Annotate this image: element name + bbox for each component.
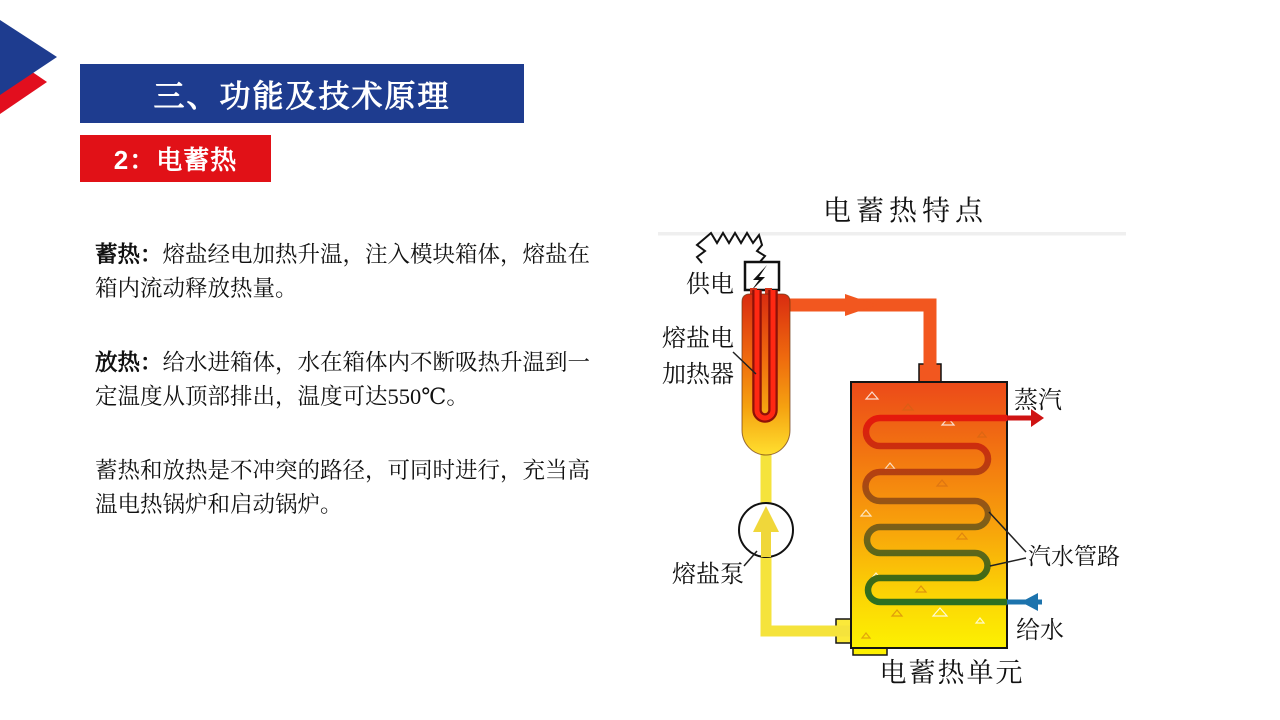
- image-edge-artifact: [658, 232, 1126, 236]
- paragraph-paths: [95, 454, 610, 522]
- label-steam: 蒸汽: [1014, 388, 1062, 414]
- salt-heater-vessel: [742, 294, 790, 455]
- hot-salt-pipe: [788, 305, 930, 372]
- paragraph-release: [95, 346, 610, 414]
- salt-pump-arrow-stem: [761, 531, 771, 557]
- label-salt-pump: 熔盐泵: [672, 562, 744, 588]
- label-heater-line1: 熔盐电: [662, 326, 734, 352]
- section-title: 三、功能及技术原理: [153, 79, 451, 114]
- paragraph-storage: [95, 238, 610, 306]
- label-storage-unit: 电蓄热单元: [879, 658, 1025, 688]
- body-text-block: [95, 238, 610, 522]
- hot-salt-flow-arrow: [845, 294, 877, 316]
- diagram-title: 电蓄热特点: [823, 196, 989, 227]
- label-power-supply: 供电: [686, 272, 734, 298]
- label-feed-water: 给水: [1016, 618, 1064, 644]
- paragraph-storage-lead: 蓄热：: [95, 242, 163, 267]
- feed-water-arrow: [1021, 593, 1038, 611]
- power-wire-resistor: [697, 233, 765, 263]
- label-steam-water-pipes: 汽水管路: [1028, 544, 1120, 569]
- corner-decoration: [0, 0, 70, 130]
- paragraph-release-lead: 放热：: [95, 350, 163, 375]
- subsection-badge-label: 2：电蓄热: [113, 145, 238, 175]
- section-title-banner: [80, 64, 524, 123]
- label-heater-line2: 加热器: [662, 362, 734, 388]
- power-box: [745, 262, 779, 290]
- paragraph-paths-text: 蓄热和放热是不冲突的路径，可同时进行，充当高温电热锅炉和启动锅炉。: [95, 458, 591, 517]
- heat-storage-diagram: [640, 180, 1140, 705]
- paragraph-release-text: 给水进箱体，水在箱体内不断吸热升温到一定温度从顶部排出，温度可达550℃。: [95, 350, 591, 409]
- paragraph-storage-text: 熔盐经电加热升温，注入模块箱体，熔盐在箱内流动释放热量。: [95, 242, 591, 301]
- subsection-badge: [80, 135, 271, 182]
